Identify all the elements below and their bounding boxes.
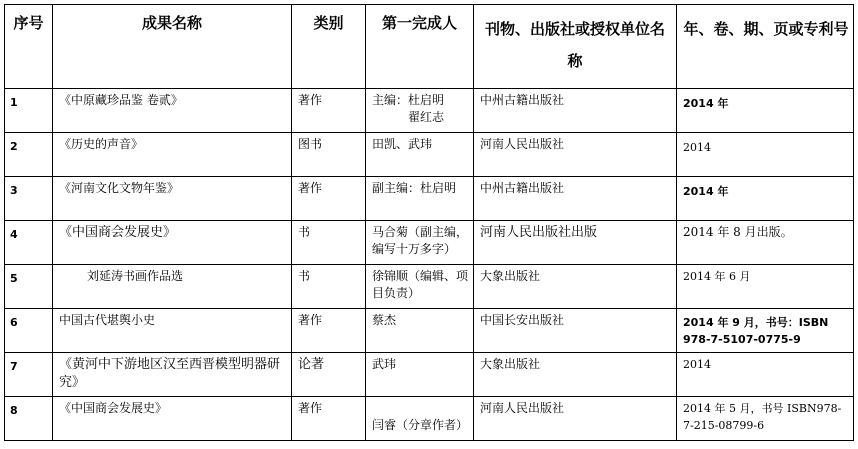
cell-year: 2014 年	[677, 89, 854, 133]
cell-type: 图书	[292, 133, 366, 177]
cell-year: 2014 年 6 月	[677, 265, 854, 309]
cell-name: 《中国商会发展史》	[53, 221, 292, 265]
cell-publisher: 中州古籍出版社	[474, 89, 677, 133]
header-seq: 序号	[5, 5, 53, 89]
cell-publisher: 大象出版社	[474, 353, 677, 397]
cell-author: 徐锦顺（编辑、项 目负责）	[366, 265, 474, 309]
cell-seq: 7	[5, 353, 53, 397]
cell-author: 闫睿（分章作者）	[366, 397, 474, 441]
cell-seq: 2	[5, 133, 53, 177]
header-author: 第一完成人	[366, 5, 474, 89]
cell-seq: 4	[5, 221, 53, 265]
table-row	[5, 265, 854, 309]
cell-year: 2014 年 5 月，书号 ISBN978-7-215-08799-6	[677, 397, 854, 441]
cell-publisher: 中国长安出版社	[474, 309, 677, 353]
cell-type: 书	[292, 221, 366, 265]
cell-seq: 5	[5, 265, 53, 309]
cell-type: 著作	[292, 177, 366, 221]
table-row	[5, 309, 854, 353]
cell-author: 马合菊（副主编， 编写十万多字）	[366, 221, 474, 265]
table-row	[5, 397, 854, 441]
cell-type: 著作	[292, 309, 366, 353]
cell-name: 《黄河中下游地区汉至西晋模型明器研究》	[53, 353, 292, 397]
cell-type: 书	[292, 265, 366, 309]
cell-author: 蔡杰	[366, 309, 474, 353]
cell-year: 2014	[677, 353, 854, 397]
cell-type: 著作	[292, 89, 366, 133]
cell-publisher: 河南人民出版社	[474, 397, 677, 441]
cell-publisher: 中州古籍出版社	[474, 177, 677, 221]
cell-author: 副主编：杜启明	[366, 177, 474, 221]
cell-author: 武玮	[366, 353, 474, 397]
cell-author: 田凯、武玮	[366, 133, 474, 177]
table-row	[5, 177, 854, 221]
table-row	[5, 133, 854, 177]
header-row	[5, 5, 854, 89]
cell-seq: 6	[5, 309, 53, 353]
table-row	[5, 353, 854, 397]
cell-seq: 8	[5, 397, 53, 441]
cell-name: 《中国商会发展史》	[53, 397, 292, 441]
header-name: 成果名称	[53, 5, 292, 89]
cell-name: 《河南文化文物年鉴》	[53, 177, 292, 221]
cell-name: 刘延涛书画作品选	[53, 265, 292, 309]
header-publisher: 刊物、出版社或授权单位名称	[474, 5, 677, 89]
header-year: 年、卷、期、页或专利号	[677, 5, 854, 89]
cell-seq: 1	[5, 89, 53, 133]
achievements-table	[4, 4, 854, 441]
cell-name: 《中原藏珍品鉴 卷贰》	[53, 89, 292, 133]
cell-author: 主编：杜启明 翟红志	[366, 89, 474, 133]
cell-year: 2014 年	[677, 177, 854, 221]
table-row	[5, 89, 854, 133]
cell-publisher: 河南人民出版社出版	[474, 221, 677, 265]
cell-publisher: 河南人民出版社	[474, 133, 677, 177]
cell-publisher: 大象出版社	[474, 265, 677, 309]
cell-year: 2014 年 8 月出版。	[677, 221, 854, 265]
cell-type: 论著	[292, 353, 366, 397]
cell-year: 2014	[677, 133, 854, 177]
cell-type: 著作	[292, 397, 366, 441]
cell-seq: 3	[5, 177, 53, 221]
cell-name: 中国古代堪舆小史	[53, 309, 292, 353]
table-row	[5, 221, 854, 265]
cell-year: 2014 年 9 月，书号：ISBN 978-7-5107-0775-9	[677, 309, 854, 353]
header-type: 类别	[292, 5, 366, 89]
cell-name: 《历史的声音》	[53, 133, 292, 177]
